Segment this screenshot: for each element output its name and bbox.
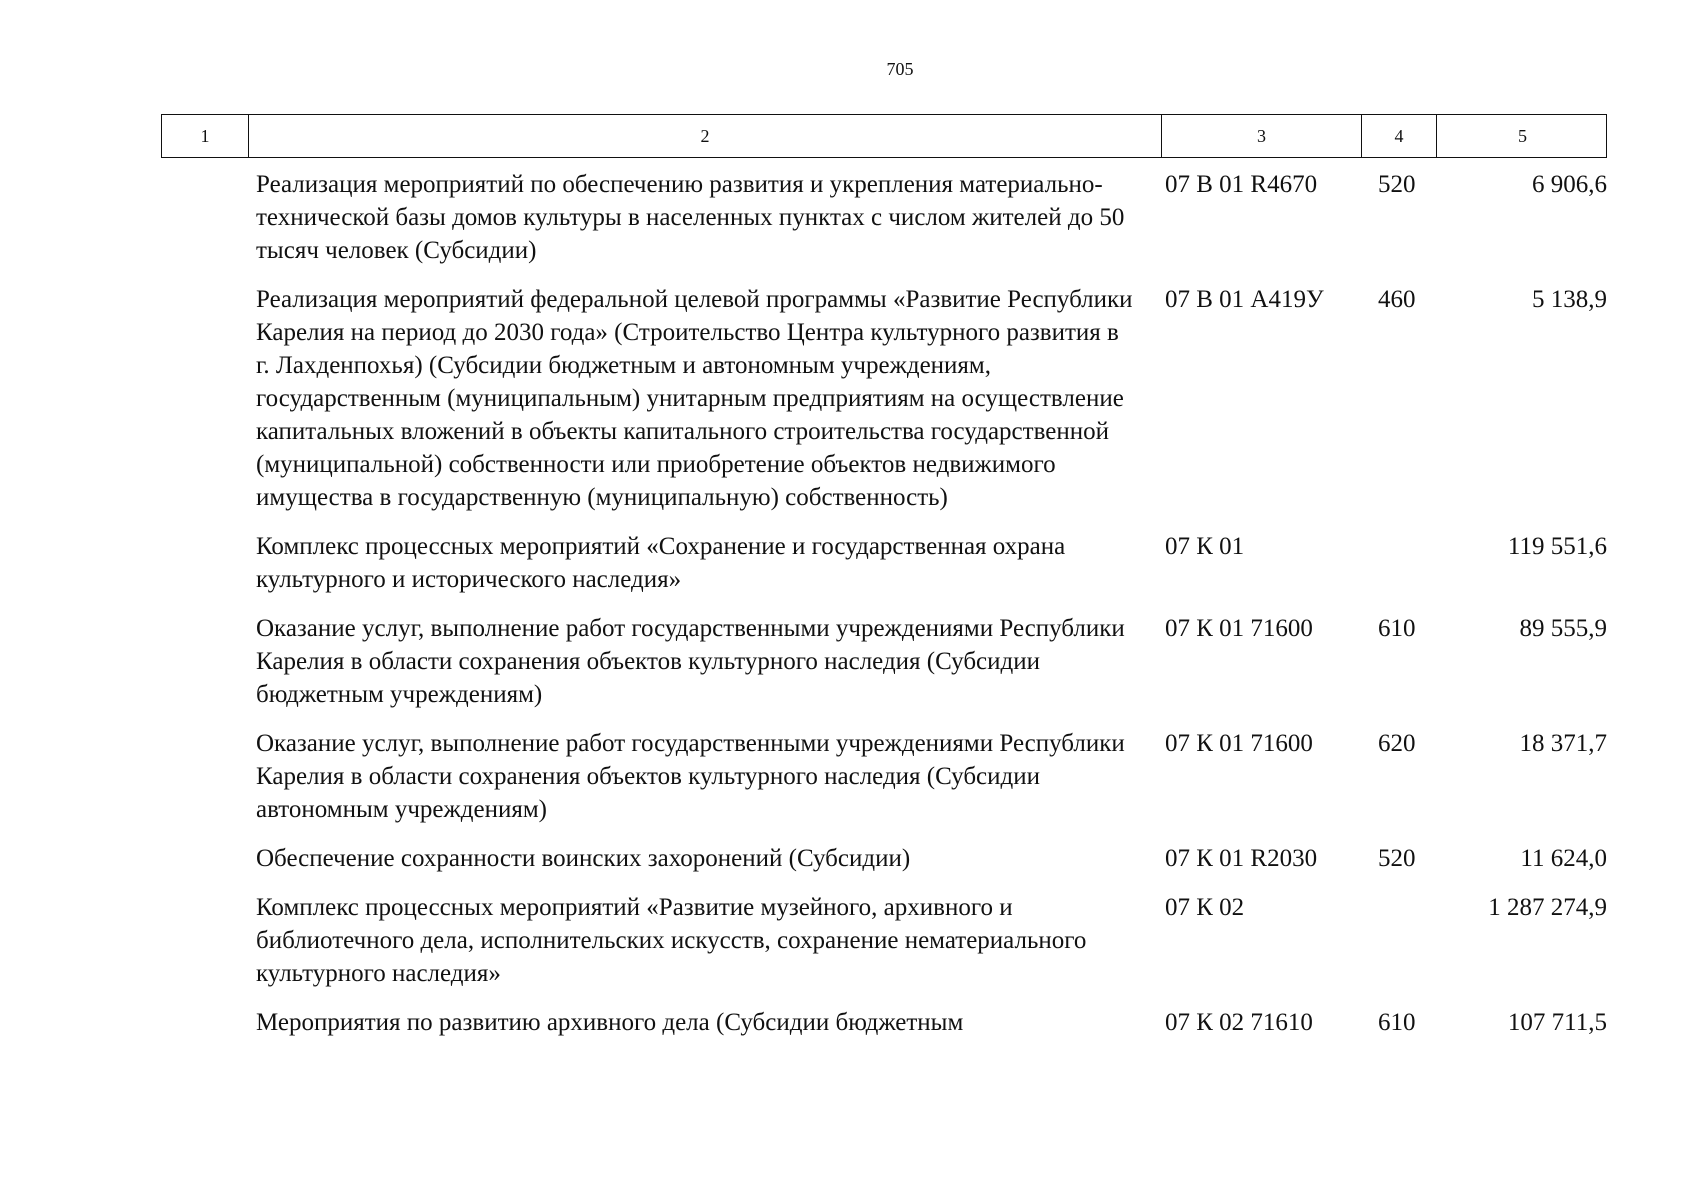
header-col-5: 5: [1436, 115, 1608, 157]
header-col-1: 1: [200, 125, 210, 146]
row-code: 07 К 01: [1165, 533, 1245, 560]
row-name: Реализация мероприятий федеральной целевой программы «Развитие Республики Карелия на период до 2030 года» (Строительство Центра культурного развития в г. Лахденпохья) (Субсидии бюджетным и автономным учреждениям, государственным (муниципальным) унитарным предприятиям на осуществление капитальных вложений в объекты капитального строительства государственной (муниципальной) собственности или приобретение объектов недвижимого имущества в государственную (муниципальную) собственность): [256, 286, 1133, 511]
table-row: [256, 530, 1607, 596]
header-col-4: 4: [1361, 115, 1436, 157]
row-name: Обеспечение сохранности воинских захоронений (Субсидии): [256, 845, 911, 872]
row-code: 07 К 01 R2030: [1165, 845, 1318, 872]
page-number: 705: [886, 59, 914, 79]
table-row: [256, 842, 1607, 875]
table-header: [161, 114, 1607, 158]
row-code: 07 В 01 R4670: [1165, 171, 1318, 198]
row-type: 520: [1378, 845, 1416, 872]
row-name: Оказание услуг, выполнение работ государственными учреждениями Республики Карелия в области сохранения объектов культурного наследия (Субсидии бюджетным учреждениям): [256, 615, 1125, 708]
row-type: 460: [1378, 286, 1416, 313]
row-code: 07 К 01 71600: [1165, 730, 1313, 757]
row-amount: 6 906,6: [1532, 171, 1607, 198]
table-row: [256, 727, 1607, 826]
row-name: Оказание услуг, выполнение работ государственными учреждениями Республики Карелия в области сохранения объектов культурного наследия (Субсидии автономным учреждениям): [256, 730, 1125, 823]
row-type: 520: [1378, 171, 1416, 198]
row-name: Комплекс процессных мероприятий «Развитие музейного, архивного и библиотечного дела, исполнительских искусств, сохранение нематериального культурного наследия»: [256, 894, 1087, 987]
row-code: 07 К 02 71610: [1165, 1009, 1313, 1036]
header-col-2: 2: [248, 115, 1161, 157]
row-name: Мероприятия по развитию архивного дела (Субсидии бюджетным: [256, 1009, 964, 1036]
row-amount: 107 711,5: [1507, 1009, 1607, 1036]
row-type: 610: [1378, 615, 1416, 642]
table-row: [256, 891, 1607, 990]
table-row: [256, 612, 1607, 711]
table-row: [256, 1006, 1607, 1039]
row-name: Комплекс процессных мероприятий «Сохранение и государственная охрана культурного и исторического наследия»: [256, 533, 1066, 593]
row-name: Реализация мероприятий по обеспечению развития и укрепления материально-технической базы домов культуры в населенных пунктах с числом жителей до 50 тысяч человек (Субсидии): [256, 171, 1125, 264]
row-amount: 11 624,0: [1520, 845, 1607, 872]
row-amount: 18 371,7: [1519, 730, 1607, 757]
row-code: 07 В 01 А419У: [1165, 286, 1324, 313]
row-code: 07 К 01 71600: [1165, 615, 1313, 642]
header-col-3: 3: [1161, 115, 1361, 157]
table-row: [256, 283, 1607, 514]
row-type: 610: [1378, 1009, 1416, 1036]
row-amount: 89 555,9: [1519, 615, 1607, 642]
row-amount: 5 138,9: [1532, 286, 1607, 313]
table-row: [256, 168, 1607, 267]
row-type: 620: [1378, 730, 1416, 757]
row-code: 07 К 02: [1165, 894, 1245, 921]
row-amount: 1 287 274,9: [1488, 894, 1607, 921]
row-amount: 119 551,6: [1507, 533, 1607, 560]
table-body: [256, 168, 1607, 1055]
